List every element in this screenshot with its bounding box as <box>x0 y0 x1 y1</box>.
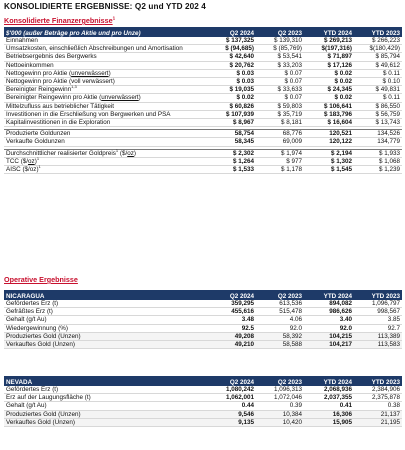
cell-ytd-2023: 92.7 <box>354 324 402 332</box>
table-row <box>4 130 402 138</box>
cell-ytd-2024: 2,037,355 <box>304 394 354 402</box>
cell-ytd-2023: 3.85 <box>354 316 402 324</box>
cell-q2-2023: 58,588 <box>256 341 304 349</box>
cell-q2-2024: $ 60,826 <box>204 102 256 110</box>
cell-ytd-2023: $ 1,933 <box>354 149 402 157</box>
row-label: Betriebsergebnis des Bergwerks <box>4 53 204 61</box>
cell-q2-2024: $ 8,967 <box>204 119 256 127</box>
cell-ytd-2024: 104,217 <box>304 341 354 349</box>
header-q2-2023: Q2 2023 <box>256 27 304 37</box>
cell-ytd-2024: 986,626 <box>304 308 354 316</box>
section-title-operative <box>4 275 78 284</box>
cell-ytd-2024: 104,215 <box>304 332 354 340</box>
table-row <box>4 149 402 157</box>
row-label: Erz auf der Laugungsfläche (t) <box>4 394 204 402</box>
cell-ytd-2024: $ 1,545 <box>304 166 354 174</box>
row-label: Gefräßtes Erz (t) <box>4 308 204 316</box>
consolidated-results-table <box>4 27 402 174</box>
row-label-post2: ) <box>133 149 136 157</box>
cell-ytd-2024: 120,122 <box>304 138 354 146</box>
table-row <box>4 61 402 69</box>
cell-q2-2024: 3.48 <box>204 316 256 324</box>
cell-q2-2023: 68,776 <box>256 130 304 138</box>
header-ytd-2023: YTD 2023 <box>354 376 402 386</box>
row-label-pre: TCC ($/ <box>6 157 29 165</box>
header-q2-2023: Q2 2023 <box>256 290 304 300</box>
header-ytd-2024: YTD 2024 <box>304 290 354 300</box>
cell-ytd-2023: $ 56,759 <box>354 110 402 118</box>
footnote-marker: 1 <box>112 15 116 21</box>
cell-q2-2023: $ 0.07 <box>256 69 304 77</box>
cell-q2-2023: $ 1,178 <box>256 166 304 174</box>
nicaragua-table <box>4 290 402 349</box>
cell-q2-2023: $ 977 <box>256 157 304 165</box>
table-row <box>4 110 402 118</box>
table-row <box>4 300 402 308</box>
table-row <box>4 316 402 324</box>
cell-ytd-2023: $ 1,068 <box>354 157 402 165</box>
cell-q2-2023: $ (85,769) <box>256 45 304 53</box>
table-row <box>4 308 402 316</box>
cell-ytd-2024: $ 2,194 <box>304 149 354 157</box>
row-label-text: AISC ($/oz) <box>6 166 39 174</box>
row-label-post: ) <box>138 94 141 102</box>
cell-q2-2024: 455,616 <box>204 308 256 316</box>
row-label <box>4 94 204 102</box>
row-label: Verkaufte Goldunzen <box>4 138 204 146</box>
cell-ytd-2023: $ 86,550 <box>354 102 402 110</box>
cell-q2-2023: $ 59,803 <box>256 102 304 110</box>
row-label-post: ) <box>34 157 37 165</box>
table-row <box>4 138 402 146</box>
cell-ytd-2023: 21,195 <box>354 418 402 426</box>
cell-ytd-2023: 21,137 <box>354 410 402 418</box>
cell-ytd-2024: 92.0 <box>304 324 354 332</box>
cell-ytd-2024: 2,068,936 <box>304 386 354 394</box>
section-title-text: Konsolidierte Finanzergebnisse <box>4 16 113 25</box>
table-row <box>4 386 402 394</box>
table-row <box>4 102 402 110</box>
cell-q2-2023: 10,384 <box>256 410 304 418</box>
cell-q2-2024: 49,210 <box>204 341 256 349</box>
cell-ytd-2023: 134,779 <box>354 138 402 146</box>
table-header-row <box>4 27 402 37</box>
cell-ytd-2023: 1,096,797 <box>354 300 402 308</box>
header-ytd-2023: YTD 2023 <box>354 27 402 37</box>
cell-ytd-2024: 0.41 <box>304 402 354 410</box>
table-header-row <box>4 376 402 386</box>
cell-q2-2024: $ 0.03 <box>204 78 256 86</box>
cell-q2-2024: $ 20,762 <box>204 61 256 69</box>
cell-q2-2023: 515,478 <box>256 308 304 316</box>
row-label: Wiedergewinnung (%) <box>4 324 204 332</box>
cell-q2-2024: 9,135 <box>204 418 256 426</box>
row-label: Gefördertes Erz (t) <box>4 386 204 394</box>
cell-ytd-2023: $ 0.11 <box>354 69 402 77</box>
cell-ytd-2023: 134,526 <box>354 130 402 138</box>
table-row <box>4 341 402 349</box>
row-label: Mittelzufluss aus betrieblicher Tätigkeit <box>4 102 204 110</box>
section-title-text: Operative Ergebnisse <box>4 275 78 284</box>
cell-q2-2024: $ 2,302 <box>204 149 256 157</box>
cell-q2-2024: 1,062,001 <box>204 394 256 402</box>
row-label-post: ) <box>108 69 111 77</box>
cell-ytd-2023: 0.38 <box>354 402 402 410</box>
table-row <box>4 157 402 165</box>
cell-ytd-2024: $ 0.02 <box>304 78 354 86</box>
footnote-marker: 1,3 <box>71 84 77 90</box>
table-row <box>4 166 402 174</box>
cell-ytd-2024: 15,905 <box>304 418 354 426</box>
row-label: Investitionen in die Erschließung von Bergwerken und PSA <box>4 110 204 118</box>
table-row <box>4 324 402 332</box>
cell-q2-2024: $ 19,035 <box>204 86 256 94</box>
cell-ytd-2024: $ 71,897 <box>304 53 354 61</box>
cell-q2-2024: $ 137,325 <box>204 37 256 45</box>
row-label-pre: Durchschnittlicher realisierter Goldpreis <box>6 149 116 157</box>
row-label: Gehalt (g/t Au) <box>4 402 204 410</box>
table-row <box>4 394 402 402</box>
cell-ytd-2024: $ 106,641 <box>304 102 354 110</box>
cell-ytd-2023: $ 49,831 <box>354 86 402 94</box>
row-label-text: Bereinigter Reingewinn <box>6 86 72 94</box>
cell-q2-2024: 49,208 <box>204 332 256 340</box>
cell-ytd-2023: $ 13,743 <box>354 119 402 127</box>
footnote-marker: 1 <box>38 163 41 169</box>
cell-q2-2024: $ 107,939 <box>204 110 256 118</box>
cell-ytd-2024: $ 16,604 <box>304 119 354 127</box>
cell-q2-2024: $ (94,685) <box>204 45 256 53</box>
row-label <box>4 69 204 77</box>
row-label: Kapitalinvestitionen in die Exploration <box>4 119 204 127</box>
row-label-pre: Bereinigter Reingewinn pro Aktie ( <box>6 94 102 102</box>
cell-ytd-2023: $(180,429) <box>354 45 402 53</box>
table-row <box>4 53 402 61</box>
cell-q2-2023: $ 33,633 <box>256 86 304 94</box>
cell-ytd-2024: 894,082 <box>304 300 354 308</box>
header-q2-2024: Q2 2024 <box>204 376 256 386</box>
cell-q2-2024: $ 1,264 <box>204 157 256 165</box>
cell-ytd-2024: $ 183,796 <box>304 110 354 118</box>
cell-q2-2024: $ 1,533 <box>204 166 256 174</box>
row-label <box>4 86 204 94</box>
cell-q2-2023: $ 35,719 <box>256 110 304 118</box>
cell-q2-2023: 92.0 <box>256 324 304 332</box>
header-q2-2024: Q2 2024 <box>204 290 256 300</box>
row-label: Gefördertes Erz (t) <box>4 300 204 308</box>
cell-q2-2023: 613,536 <box>256 300 304 308</box>
cell-q2-2023: 58,392 <box>256 332 304 340</box>
cell-q2-2024: 9,546 <box>204 410 256 418</box>
cell-q2-2023: $ 139,310 <box>256 37 304 45</box>
header-q2-2023: Q2 2023 <box>256 376 304 386</box>
row-label: Verkauftes Gold (Unzen) <box>4 341 204 349</box>
row-label: Gehalt (g/t Au) <box>4 316 204 324</box>
cell-ytd-2023: $ 85,794 <box>354 53 402 61</box>
header-label: NEVADA <box>4 376 204 386</box>
row-label: Einnahmen <box>4 37 204 45</box>
table-row <box>4 119 402 127</box>
cell-q2-2024: $ 0.02 <box>204 94 256 102</box>
cell-q2-2023: $ 1,974 <box>256 149 304 157</box>
cell-q2-2023: $ 0.07 <box>256 94 304 102</box>
table-row <box>4 410 402 418</box>
section-title-consolidated <box>4 16 115 25</box>
document-title: KONSOLIDIERTE ERGEBNISSE: Q2 und YTD 202 4 <box>4 2 206 11</box>
header-ytd-2023: YTD 2023 <box>354 290 402 300</box>
cell-ytd-2023: 113,583 <box>354 341 402 349</box>
cell-ytd-2024: $ 24,345 <box>304 86 354 94</box>
cell-ytd-2024: $ 0.02 <box>304 69 354 77</box>
table-row <box>4 402 402 410</box>
cell-q2-2023: 4.06 <box>256 316 304 324</box>
cell-ytd-2023: $ 0.11 <box>354 94 402 102</box>
header-ytd-2024: YTD 2024 <box>304 376 354 386</box>
row-label-underlined: oz <box>127 149 134 157</box>
cell-q2-2023: 0.39 <box>256 402 304 410</box>
cell-q2-2023: $ 0.07 <box>256 78 304 86</box>
cell-q2-2024: 92.5 <box>204 324 256 332</box>
row-label: Verkauftes Gold (Unzen) <box>4 418 204 426</box>
table-row <box>4 37 402 45</box>
cell-ytd-2023: 113,389 <box>354 332 402 340</box>
cell-q2-2023: $ 33,203 <box>256 61 304 69</box>
table-row <box>4 418 402 426</box>
cell-ytd-2023: $ 0.10 <box>354 78 402 86</box>
cell-q2-2023: $ 8,181 <box>256 119 304 127</box>
row-label-post: ($/ <box>118 149 128 157</box>
table-header-row <box>4 290 402 300</box>
table-row <box>4 86 402 94</box>
row-label: Produziertes Gold (Unzen) <box>4 410 204 418</box>
header-q2-2024: Q2 2024 <box>204 27 256 37</box>
row-label-underlined: unverwässert <box>71 69 109 77</box>
row-label: Produziertes Gold (Unzen) <box>4 332 204 340</box>
footnote-marker: 1 <box>115 147 119 153</box>
cell-q2-2024: 0.44 <box>204 402 256 410</box>
cell-ytd-2024: $(197,316) <box>304 45 354 53</box>
cell-q2-2024: 58,754 <box>204 130 256 138</box>
row-label: Umsatzkosten, einschließlich Abschreibungen und Amortisation <box>4 45 204 53</box>
cell-q2-2023: $ 53,541 <box>256 53 304 61</box>
table-row <box>4 94 402 102</box>
cell-ytd-2024: 120,521 <box>304 130 354 138</box>
header-label: NICARAGUA <box>4 290 204 300</box>
cell-q2-2024: 58,345 <box>204 138 256 146</box>
row-label-underlined: unverwässert <box>101 94 139 102</box>
cell-q2-2024: $ 0.03 <box>204 69 256 77</box>
header-label: $'000 (außer Beträge pro Aktie und pro Unze) <box>4 27 204 37</box>
table-row <box>4 78 402 86</box>
cell-ytd-2024: 16,306 <box>304 410 354 418</box>
cell-q2-2024: $ 42,640 <box>204 53 256 61</box>
cell-q2-2023: 69,009 <box>256 138 304 146</box>
row-label <box>4 157 204 165</box>
cell-ytd-2023: 2,384,906 <box>354 386 402 394</box>
cell-ytd-2024: $ 1,302 <box>304 157 354 165</box>
table-row <box>4 45 402 53</box>
row-label-underlined: oz <box>28 157 35 165</box>
cell-ytd-2024: $ 0.02 <box>304 94 354 102</box>
cell-q2-2023: 10,420 <box>256 418 304 426</box>
cell-q2-2023: 1,096,313 <box>256 386 304 394</box>
cell-q2-2024: 1,080,242 <box>204 386 256 394</box>
table-row <box>4 332 402 340</box>
cell-q2-2023: 1,072,046 <box>256 394 304 402</box>
row-label: Nettogewinn pro Aktie (voll verwässert) <box>4 78 204 86</box>
cell-q2-2024: 359,295 <box>204 300 256 308</box>
row-label <box>4 149 204 157</box>
row-label: Produzierte Goldunzen <box>4 130 204 138</box>
cell-ytd-2023: $ 49,612 <box>354 61 402 69</box>
cell-ytd-2023: 998,567 <box>354 308 402 316</box>
footnote-marker: 1 <box>36 155 40 161</box>
cell-ytd-2023: 2,375,878 <box>354 394 402 402</box>
header-ytd-2024: YTD 2024 <box>304 27 354 37</box>
cell-ytd-2024: 3.40 <box>304 316 354 324</box>
row-label-pre: Nettogewinn pro Aktie ( <box>6 69 72 77</box>
table-row <box>4 69 402 77</box>
nevada-table <box>4 376 402 427</box>
cell-ytd-2023: $ 1,239 <box>354 166 402 174</box>
cell-ytd-2023: $ 266,223 <box>354 37 402 45</box>
cell-ytd-2024: $ 17,126 <box>304 61 354 69</box>
row-label: Nettoeinkommen <box>4 61 204 69</box>
cell-ytd-2024: $ 269,213 <box>304 37 354 45</box>
row-label <box>4 163 204 174</box>
